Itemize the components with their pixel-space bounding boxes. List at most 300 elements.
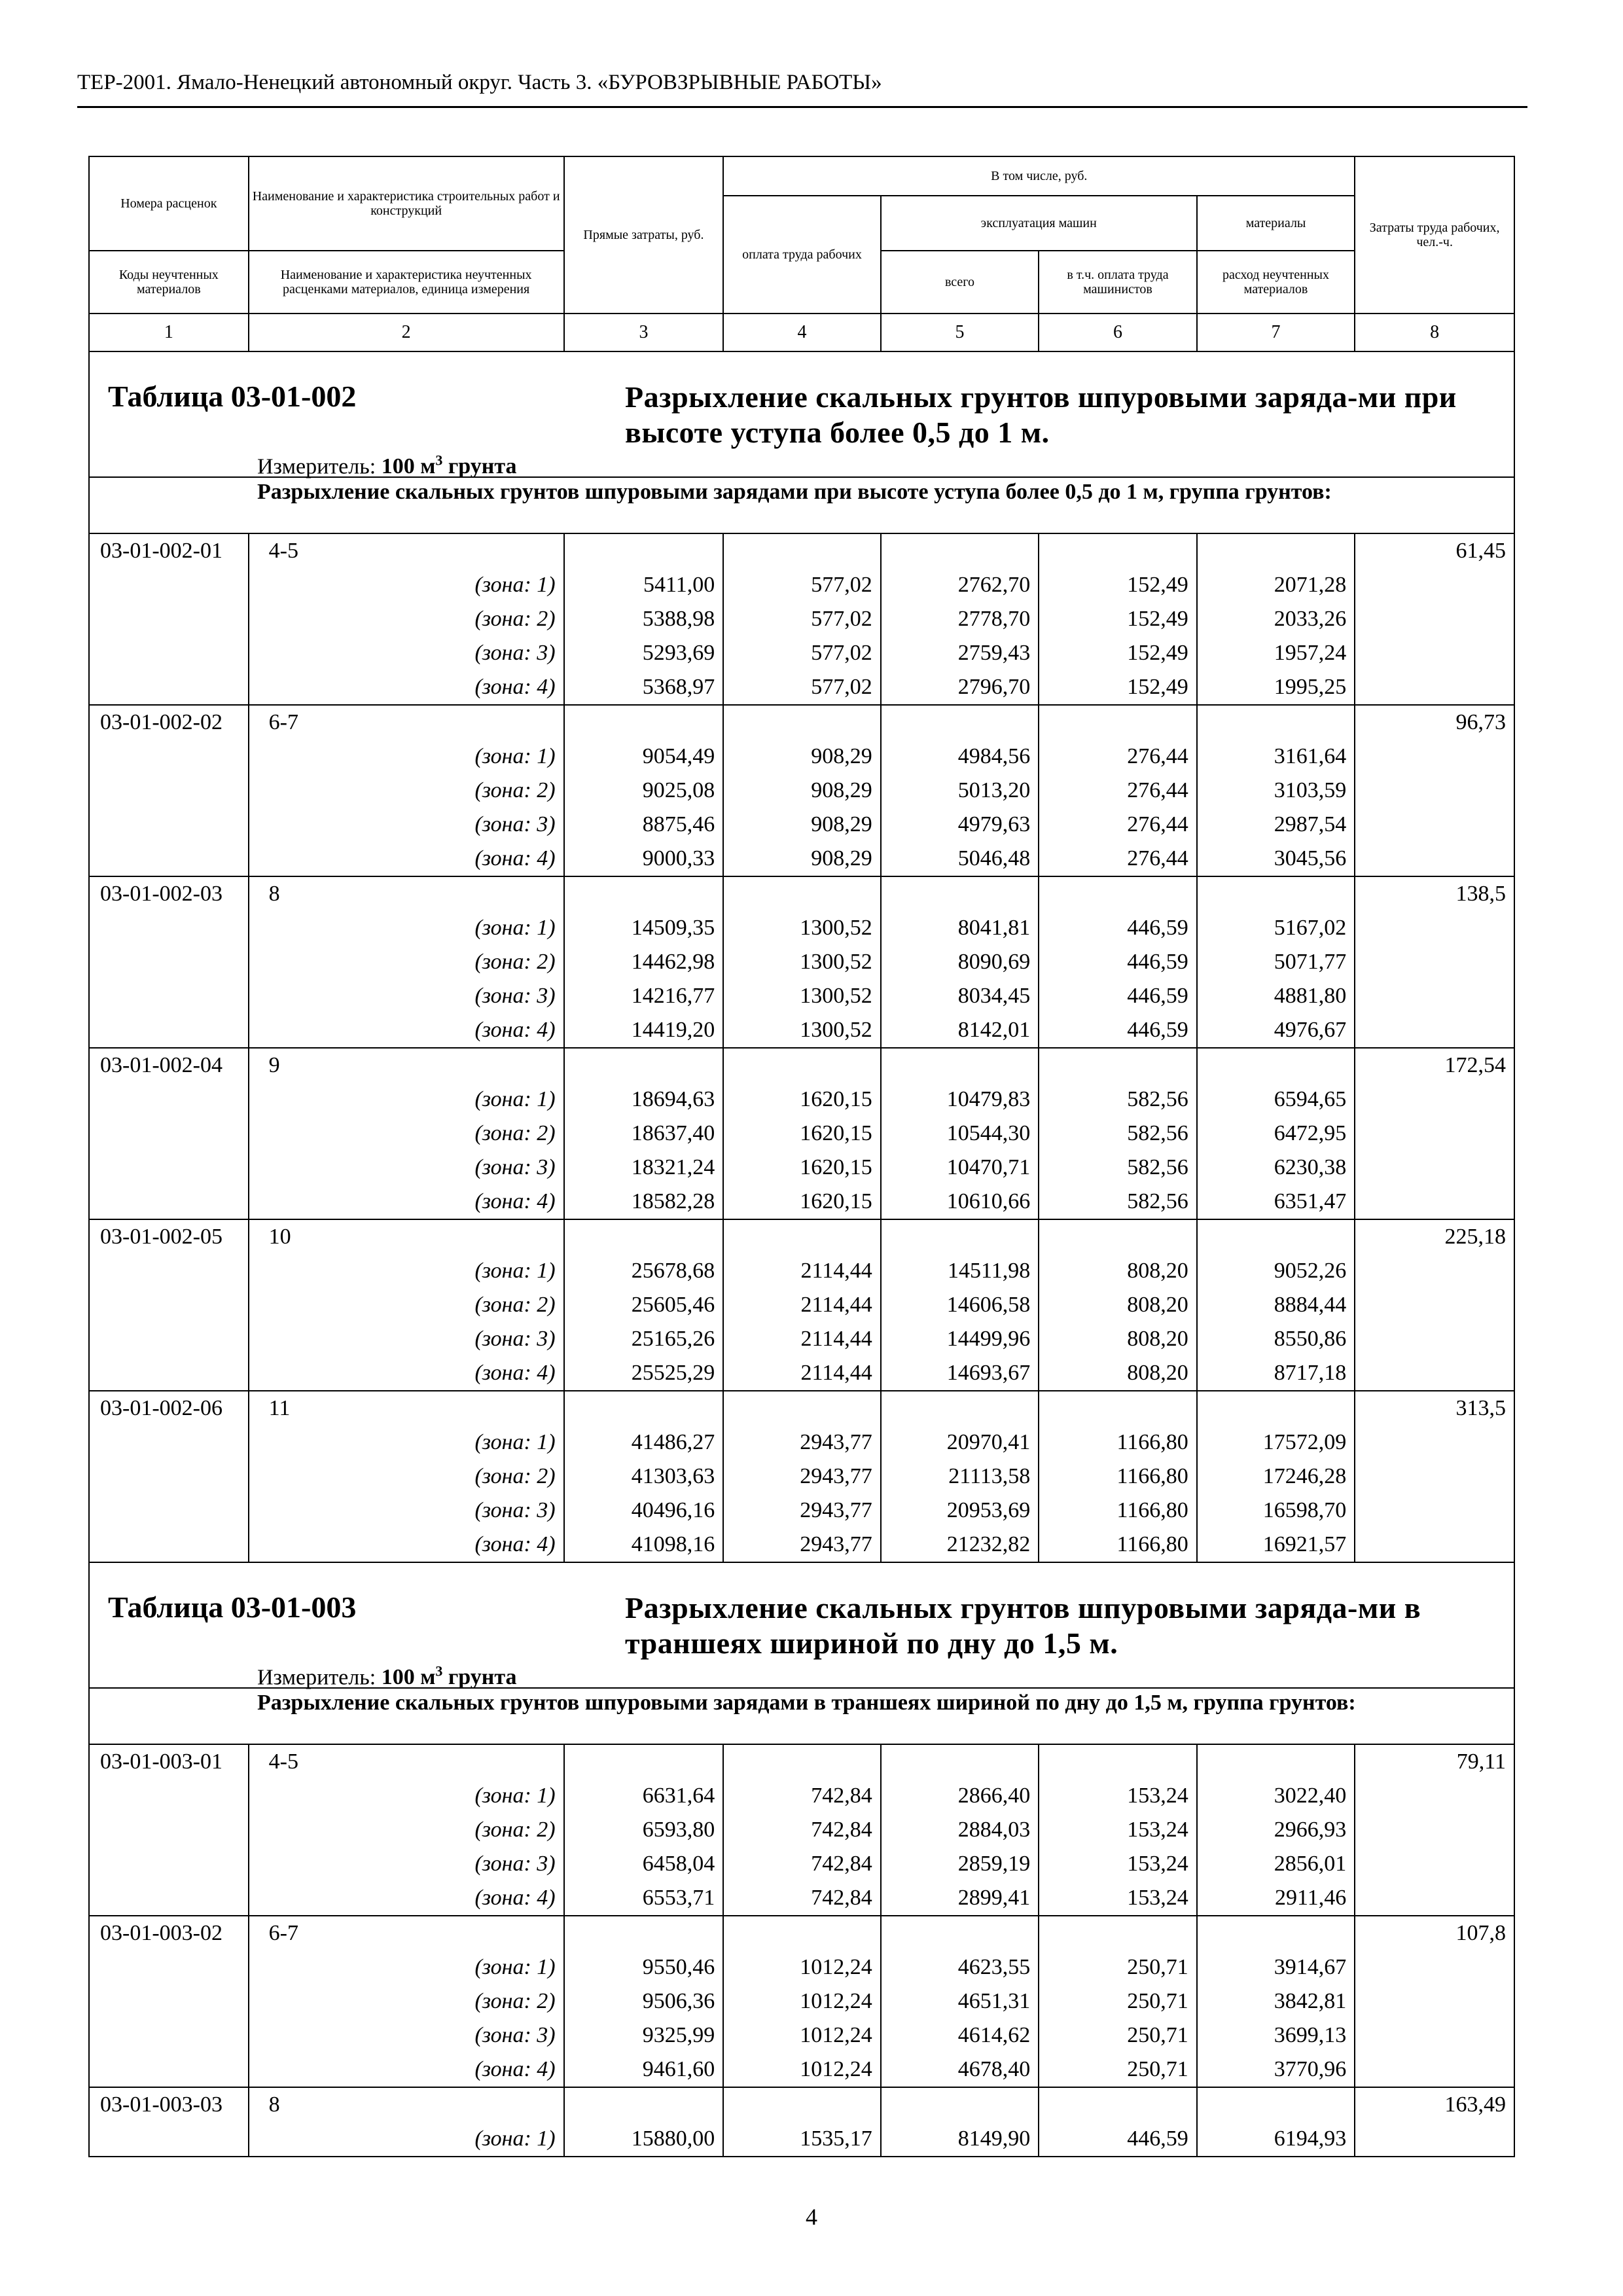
- col-number: 7: [1197, 314, 1355, 351]
- table-number: Таблица 03-01-003: [108, 1590, 357, 1624]
- value-drivers: 808,20: [1039, 1288, 1197, 1322]
- group-title: Разрыхление скальных грунтов шпуровыми зарядами при высоте уступа более 0,5 до 1 м, группа грунтов:: [89, 477, 1514, 533]
- rate-row: [89, 2087, 1514, 2122]
- empty-cell: [1039, 1219, 1197, 1254]
- group-title-row: [89, 477, 1514, 533]
- unit-of-measure: [257, 444, 516, 484]
- soil-group: 8: [249, 2087, 564, 2122]
- value-materials: 3022,40: [1197, 1779, 1355, 1813]
- empty-cell: [881, 1219, 1039, 1254]
- empty-cell: [1355, 636, 1514, 670]
- value-wages: 1012,24: [723, 2053, 880, 2087]
- table-header: [89, 156, 1514, 351]
- rate-row: [89, 876, 1514, 911]
- value-machines: 14693,67: [881, 1356, 1039, 1391]
- value-wages: 1012,24: [723, 1984, 880, 2018]
- empty-cell: [1355, 774, 1514, 808]
- value-drivers: 153,24: [1039, 1779, 1197, 1813]
- labor-cost: 172,54: [1355, 1048, 1514, 1083]
- value-drivers: 446,59: [1039, 979, 1197, 1013]
- value-direct: 9000,33: [564, 842, 724, 876]
- page-header: ТЕР-2001. Ямало-Ненецкий автономный округ. Часть 3. «БУРОВЗРЫВНЫЕ РАБОТЫ»: [77, 71, 882, 94]
- value-materials: 4976,67: [1197, 1013, 1355, 1048]
- zone-row: [89, 1528, 1514, 1562]
- empty-cell: [1355, 1984, 1514, 2018]
- value-materials: 1957,24: [1197, 636, 1355, 670]
- zone-label: (зона: 2): [249, 945, 564, 979]
- empty-cell: [89, 636, 249, 670]
- group-title-row: [89, 1688, 1514, 1744]
- zone-row: [89, 1083, 1514, 1117]
- value-drivers: 250,71: [1039, 2018, 1197, 2053]
- value-materials: 2033,26: [1197, 602, 1355, 636]
- zone-row: [89, 1117, 1514, 1151]
- value-direct: 9461,60: [564, 2053, 724, 2087]
- zone-row: [89, 774, 1514, 808]
- value-materials: 3103,59: [1197, 774, 1355, 808]
- empty-cell: [1039, 705, 1197, 740]
- soil-group: 10: [249, 1219, 564, 1254]
- rate-code: 03-01-002-04: [89, 1048, 249, 1083]
- value-drivers: 582,56: [1039, 1185, 1197, 1219]
- value-machines: 21113,58: [881, 1460, 1039, 1494]
- empty-cell: [881, 1744, 1039, 1779]
- value-materials: 6472,95: [1197, 1117, 1355, 1151]
- empty-cell: [1355, 1117, 1514, 1151]
- value-drivers: 152,49: [1039, 636, 1197, 670]
- value-machines: 4984,56: [881, 740, 1039, 774]
- value-direct: 18637,40: [564, 1117, 724, 1151]
- unit-tail: грунта: [448, 1665, 517, 1690]
- value-direct: 14509,35: [564, 911, 724, 945]
- empty-cell: [1355, 2122, 1514, 2157]
- value-materials: 8884,44: [1197, 1288, 1355, 1322]
- empty-cell: [89, 1984, 249, 2018]
- empty-cell: [89, 1356, 249, 1391]
- empty-cell: [564, 1048, 724, 1083]
- value-wages: 2114,44: [723, 1322, 880, 1356]
- value-machines: 5013,20: [881, 774, 1039, 808]
- value-wages: 1535,17: [723, 2122, 880, 2157]
- col-materials: материалы: [1197, 196, 1355, 251]
- empty-cell: [1355, 1288, 1514, 1322]
- empty-cell: [1355, 1847, 1514, 1881]
- unit-tail: грунта: [448, 454, 517, 479]
- empty-cell: [89, 568, 249, 602]
- rate-row: [89, 1219, 1514, 1254]
- col-number: 1: [89, 314, 249, 351]
- value-drivers: 808,20: [1039, 1322, 1197, 1356]
- empty-cell: [89, 1460, 249, 1494]
- value-direct: 14462,98: [564, 945, 724, 979]
- zone-row: [89, 1288, 1514, 1322]
- rate-row: [89, 1048, 1514, 1083]
- zone-row: [89, 2122, 1514, 2157]
- empty-cell: [723, 705, 880, 740]
- unit-value-group: [382, 454, 517, 478]
- value-machines: 2796,70: [881, 670, 1039, 705]
- col-material-names: Наименование и характеристика неучтенных расценками материалов, единица измерения: [249, 251, 564, 314]
- zone-row: [89, 1813, 1514, 1847]
- empty-cell: [89, 1813, 249, 1847]
- empty-cell: [881, 705, 1039, 740]
- value-drivers: 276,44: [1039, 842, 1197, 876]
- col-labor-costs: Затраты труда рабочих, чел.-ч.: [1355, 156, 1514, 314]
- value-direct: 14216,77: [564, 979, 724, 1013]
- table-title-row: [89, 1562, 1514, 1688]
- empty-cell: [881, 1916, 1039, 1950]
- empty-cell: [1355, 1813, 1514, 1847]
- zone-label: (зона: 4): [249, 1528, 564, 1562]
- value-machines: 10544,30: [881, 1117, 1039, 1151]
- unit-superscript: 3: [435, 452, 443, 469]
- value-wages: 2943,77: [723, 1426, 880, 1460]
- empty-cell: [1355, 1881, 1514, 1916]
- empty-cell: [723, 1391, 880, 1426]
- value-machines: 4979,63: [881, 808, 1039, 842]
- value-drivers: 582,56: [1039, 1151, 1197, 1185]
- value-materials: 3842,81: [1197, 1984, 1355, 2018]
- empty-cell: [89, 1494, 249, 1528]
- zone-row: [89, 1950, 1514, 1984]
- zone-label: (зона: 1): [249, 1083, 564, 1117]
- value-drivers: 152,49: [1039, 602, 1197, 636]
- unit-value: 100 м: [381, 454, 436, 479]
- value-machines: 2884,03: [881, 1813, 1039, 1847]
- empty-cell: [564, 1744, 724, 1779]
- zone-label: (зона: 1): [249, 2122, 564, 2157]
- empty-cell: [89, 1779, 249, 1813]
- zone-label: (зона: 2): [249, 1117, 564, 1151]
- value-wages: 1300,52: [723, 945, 880, 979]
- rate-code: 03-01-003-01: [89, 1744, 249, 1779]
- value-materials: 3699,13: [1197, 2018, 1355, 2053]
- col-machines: эксплуатация машин: [881, 196, 1197, 251]
- empty-cell: [1355, 2018, 1514, 2053]
- empty-cell: [1039, 2087, 1197, 2122]
- value-direct: 18321,24: [564, 1151, 724, 1185]
- zone-label: (зона: 3): [249, 1847, 564, 1881]
- value-drivers: 153,24: [1039, 1881, 1197, 1916]
- empty-cell: [1355, 1426, 1514, 1460]
- table-number: Таблица 03-01-002: [108, 380, 357, 413]
- value-machines: 8034,45: [881, 979, 1039, 1013]
- value-machines: 2759,43: [881, 636, 1039, 670]
- empty-cell: [89, 740, 249, 774]
- col-number: 8: [1355, 314, 1514, 351]
- value-machines: 21232,82: [881, 1528, 1039, 1562]
- value-direct: 25165,26: [564, 1322, 724, 1356]
- col-driver-wages: в т.ч. оплата труда машинистов: [1039, 251, 1197, 314]
- value-machines: 4623,55: [881, 1950, 1039, 1984]
- value-wages: 2943,77: [723, 1460, 880, 1494]
- zone-row: [89, 2018, 1514, 2053]
- value-materials: 5167,02: [1197, 911, 1355, 945]
- value-materials: 17572,09: [1197, 1426, 1355, 1460]
- zone-label: (зона: 1): [249, 1779, 564, 1813]
- empty-cell: [1039, 1916, 1197, 1950]
- value-wages: 577,02: [723, 602, 880, 636]
- zone-row: [89, 979, 1514, 1013]
- table-caption: Разрыхление скальных грунтов шпуровыми заряда-ми в траншеях шириной по дну до 1,5 м.: [625, 1591, 1421, 1660]
- zone-label: (зона: 1): [249, 1950, 564, 1984]
- value-drivers: 276,44: [1039, 774, 1197, 808]
- value-wages: 1300,52: [723, 1013, 880, 1048]
- value-machines: 2778,70: [881, 602, 1039, 636]
- soil-group: 6-7: [249, 705, 564, 740]
- zone-label: (зона: 2): [249, 602, 564, 636]
- col-material-codes: Коды неучтенных материалов: [89, 251, 249, 314]
- unit-of-measure: [257, 1655, 516, 1695]
- value-materials: 2987,54: [1197, 808, 1355, 842]
- unit-label: Измеритель:: [257, 1665, 376, 1690]
- empty-cell: [723, 1048, 880, 1083]
- col-rate-numbers: Номера расценок: [89, 156, 249, 251]
- value-materials: 6230,38: [1197, 1151, 1355, 1185]
- zone-label: (зона: 3): [249, 979, 564, 1013]
- value-direct: 40496,16: [564, 1494, 724, 1528]
- value-direct: 18694,63: [564, 1083, 724, 1117]
- value-machines: 8149,90: [881, 2122, 1039, 2157]
- value-drivers: 582,56: [1039, 1083, 1197, 1117]
- zone-label: (зона: 4): [249, 842, 564, 876]
- zone-row: [89, 1185, 1514, 1219]
- table-title-block: [89, 1562, 1514, 1688]
- value-wages: 1620,15: [723, 1151, 880, 1185]
- empty-cell: [1197, 1916, 1355, 1950]
- empty-cell: [89, 670, 249, 705]
- empty-cell: [564, 876, 724, 911]
- rate-row: [89, 1744, 1514, 1779]
- zone-row: [89, 602, 1514, 636]
- value-direct: 9325,99: [564, 2018, 724, 2053]
- value-machines: 10470,71: [881, 1151, 1039, 1185]
- empty-cell: [89, 945, 249, 979]
- value-drivers: 446,59: [1039, 1013, 1197, 1048]
- rate-row: [89, 1391, 1514, 1426]
- zone-row: [89, 1494, 1514, 1528]
- zone-row: [89, 1254, 1514, 1288]
- col-number: 6: [1039, 314, 1197, 351]
- unit-label: Измеритель:: [257, 454, 376, 479]
- empty-cell: [564, 1391, 724, 1426]
- value-materials: 8717,18: [1197, 1356, 1355, 1391]
- value-machines: 8090,69: [881, 945, 1039, 979]
- soil-group: 6-7: [249, 1916, 564, 1950]
- zone-row: [89, 1426, 1514, 1460]
- rate-code: 03-01-002-05: [89, 1219, 249, 1254]
- zone-label: (зона: 3): [249, 1151, 564, 1185]
- zone-label: (зона: 2): [249, 1984, 564, 2018]
- value-materials: 2856,01: [1197, 1847, 1355, 1881]
- rate-code: 03-01-002-06: [89, 1391, 249, 1426]
- empty-cell: [1039, 533, 1197, 568]
- value-wages: 1620,15: [723, 1083, 880, 1117]
- empty-cell: [1355, 1083, 1514, 1117]
- zone-row: [89, 1356, 1514, 1391]
- value-drivers: 446,59: [1039, 945, 1197, 979]
- empty-cell: [723, 2087, 880, 2122]
- value-direct: 5368,97: [564, 670, 724, 705]
- value-drivers: 1166,80: [1039, 1494, 1197, 1528]
- table-title-block: [89, 351, 1514, 477]
- empty-cell: [1197, 1744, 1355, 1779]
- zone-label: (зона: 4): [249, 670, 564, 705]
- value-wages: 1012,24: [723, 1950, 880, 1984]
- empty-cell: [1355, 1460, 1514, 1494]
- empty-cell: [1355, 602, 1514, 636]
- empty-cell: [89, 1151, 249, 1185]
- value-materials: 6594,65: [1197, 1083, 1355, 1117]
- empty-cell: [723, 1744, 880, 1779]
- value-direct: 6593,80: [564, 1813, 724, 1847]
- empty-cell: [1197, 533, 1355, 568]
- value-wages: 577,02: [723, 568, 880, 602]
- value-direct: 25605,46: [564, 1288, 724, 1322]
- value-materials: 5071,77: [1197, 945, 1355, 979]
- unit-value-group: [382, 1665, 517, 1689]
- value-materials: 2071,28: [1197, 568, 1355, 602]
- col-material-usage: расход неучтенных материалов: [1197, 251, 1355, 314]
- zone-row: [89, 568, 1514, 602]
- zone-label: (зона: 3): [249, 636, 564, 670]
- rate-code: 03-01-002-02: [89, 705, 249, 740]
- value-machines: 8041,81: [881, 911, 1039, 945]
- empty-cell: [89, 1950, 249, 1984]
- labor-cost: 138,5: [1355, 876, 1514, 911]
- zone-label: (зона: 1): [249, 740, 564, 774]
- value-drivers: 250,71: [1039, 1984, 1197, 2018]
- value-direct: 25678,68: [564, 1254, 724, 1288]
- col-wages: оплата труда рабочих: [723, 196, 880, 314]
- value-machines: 4651,31: [881, 1984, 1039, 2018]
- value-materials: 6194,93: [1197, 2122, 1355, 2157]
- empty-cell: [89, 1426, 249, 1460]
- zone-row: [89, 842, 1514, 876]
- empty-cell: [1355, 842, 1514, 876]
- rate-row: [89, 705, 1514, 740]
- empty-cell: [1355, 1322, 1514, 1356]
- zone-label: (зона: 4): [249, 1013, 564, 1048]
- empty-cell: [1355, 1013, 1514, 1048]
- labor-cost: 163,49: [1355, 2087, 1514, 2122]
- zone-label: (зона: 3): [249, 1494, 564, 1528]
- value-materials: 8550,86: [1197, 1322, 1355, 1356]
- empty-cell: [723, 1219, 880, 1254]
- empty-cell: [89, 1185, 249, 1219]
- empty-cell: [89, 1013, 249, 1048]
- value-machines: 14499,96: [881, 1322, 1039, 1356]
- col-number: 5: [881, 314, 1039, 351]
- value-wages: 2114,44: [723, 1356, 880, 1391]
- group-title: Разрыхление скальных грунтов шпуровыми зарядами в траншеях шириной по дну до 1,5 м, группа грунтов:: [89, 1688, 1514, 1744]
- empty-cell: [1355, 1356, 1514, 1391]
- value-direct: 5388,98: [564, 602, 724, 636]
- empty-cell: [89, 911, 249, 945]
- empty-cell: [1197, 1048, 1355, 1083]
- empty-cell: [564, 705, 724, 740]
- value-materials: 2966,93: [1197, 1813, 1355, 1847]
- empty-cell: [89, 1322, 249, 1356]
- value-drivers: 152,49: [1039, 568, 1197, 602]
- rate-code: 03-01-002-03: [89, 876, 249, 911]
- zone-row: [89, 2053, 1514, 2087]
- value-machines: 10479,83: [881, 1083, 1039, 1117]
- value-materials: 3914,67: [1197, 1950, 1355, 1984]
- empty-cell: [1355, 1779, 1514, 1813]
- empty-cell: [1355, 1528, 1514, 1562]
- value-materials: 4881,80: [1197, 979, 1355, 1013]
- zone-row: [89, 670, 1514, 705]
- labor-cost: 225,18: [1355, 1219, 1514, 1254]
- value-direct: 9550,46: [564, 1950, 724, 1984]
- value-machines: 20953,69: [881, 1494, 1039, 1528]
- empty-cell: [564, 533, 724, 568]
- empty-cell: [89, 1847, 249, 1881]
- value-direct: 18582,28: [564, 1185, 724, 1219]
- value-wages: 1300,52: [723, 979, 880, 1013]
- zone-label: (зона: 2): [249, 1460, 564, 1494]
- empty-cell: [1355, 1185, 1514, 1219]
- empty-cell: [89, 842, 249, 876]
- empty-cell: [89, 1083, 249, 1117]
- page-number: 4: [806, 2204, 817, 2230]
- empty-cell: [881, 533, 1039, 568]
- value-direct: 6631,64: [564, 1779, 724, 1813]
- empty-cell: [1197, 1219, 1355, 1254]
- table-caption: Разрыхление скальных грунтов шпуровыми заряда-ми при высоте уступа более 0,5 до 1 м.: [625, 380, 1457, 449]
- value-machines: 20970,41: [881, 1426, 1039, 1460]
- empty-cell: [89, 979, 249, 1013]
- value-materials: 9052,26: [1197, 1254, 1355, 1288]
- rate-row: [89, 1916, 1514, 1950]
- empty-cell: [89, 808, 249, 842]
- rate-code: 03-01-003-03: [89, 2087, 249, 2122]
- value-wages: 908,29: [723, 774, 880, 808]
- value-wages: 742,84: [723, 1779, 880, 1813]
- empty-cell: [1355, 979, 1514, 1013]
- unit-value: 100 м: [381, 1665, 436, 1690]
- zone-row: [89, 1779, 1514, 1813]
- value-direct: 41098,16: [564, 1528, 724, 1562]
- value-wages: 742,84: [723, 1847, 880, 1881]
- value-direct: 41486,27: [564, 1426, 724, 1460]
- empty-cell: [1039, 876, 1197, 911]
- empty-cell: [1039, 1048, 1197, 1083]
- value-machines: 14606,58: [881, 1288, 1039, 1322]
- zone-row: [89, 636, 1514, 670]
- col-number: 2: [249, 314, 564, 351]
- zone-row: [89, 911, 1514, 945]
- labor-cost: 107,8: [1355, 1916, 1514, 1950]
- empty-cell: [723, 876, 880, 911]
- value-drivers: 250,71: [1039, 1950, 1197, 1984]
- empty-cell: [1355, 1151, 1514, 1185]
- soil-group: 4-5: [249, 533, 564, 568]
- value-wages: 1620,15: [723, 1185, 880, 1219]
- value-drivers: 250,71: [1039, 2053, 1197, 2087]
- value-drivers: 152,49: [1039, 670, 1197, 705]
- empty-cell: [1355, 945, 1514, 979]
- col-direct-costs: Прямые затраты, руб.: [564, 156, 724, 314]
- empty-cell: [723, 1916, 880, 1950]
- empty-cell: [1039, 1391, 1197, 1426]
- empty-cell: [1355, 1950, 1514, 1984]
- zone-label: (зона: 3): [249, 1322, 564, 1356]
- value-drivers: 1166,80: [1039, 1426, 1197, 1460]
- zone-row: [89, 1847, 1514, 1881]
- value-drivers: 276,44: [1039, 740, 1197, 774]
